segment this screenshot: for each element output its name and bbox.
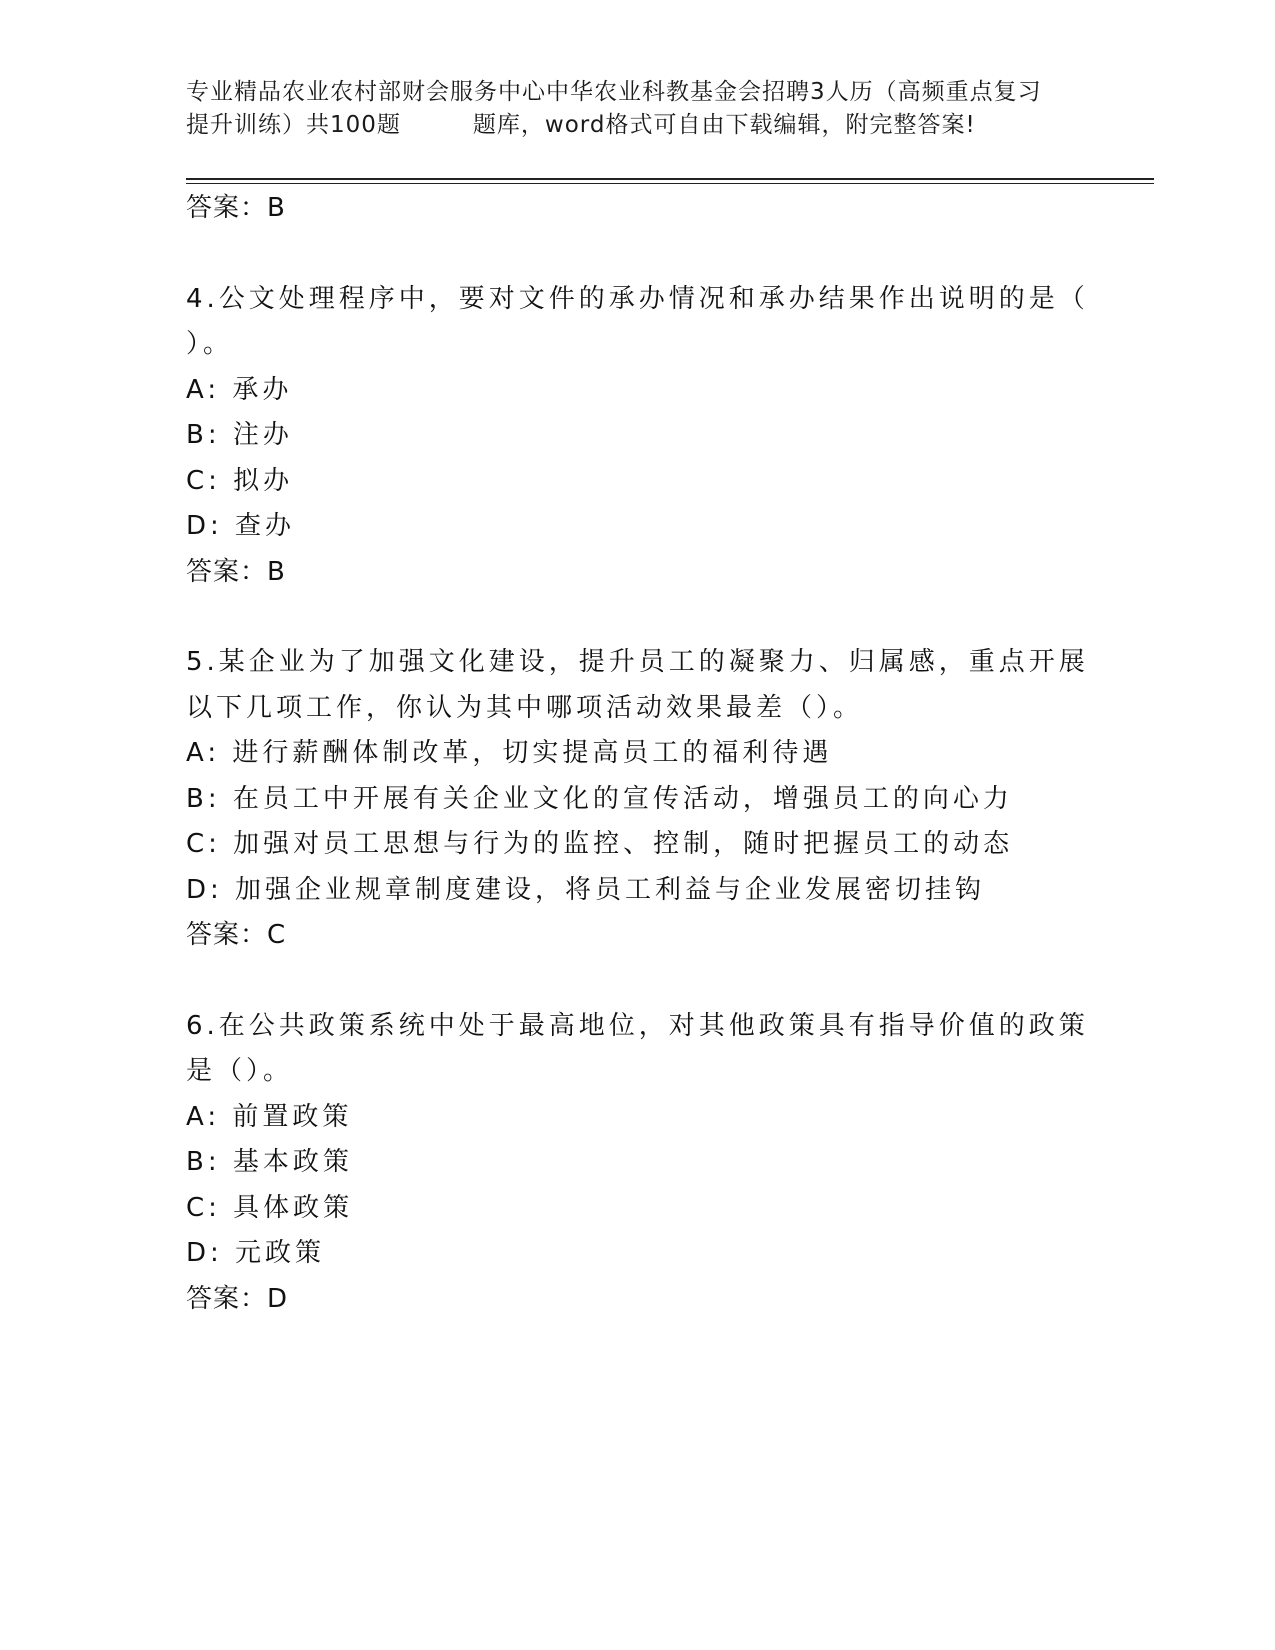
question-stem-line: 以下几项工作，你认为其中哪项活动效果最差（）。 xyxy=(186,692,864,723)
option-b: B: 在员工中开展有关企业文化的宣传活动，增强员工的向心力 xyxy=(186,783,1013,814)
option-d: D: 元政策 xyxy=(186,1238,326,1268)
document-body xyxy=(186,186,1089,1367)
question-stem-line: 5.某企业为了加强文化建设，提升员工的凝聚力、归属感，重点开展 xyxy=(186,647,1089,677)
header-rule-thin xyxy=(186,183,1154,184)
option-b: B: 注办 xyxy=(186,420,293,450)
option-a: A: 承办 xyxy=(186,374,293,405)
answer-line: 答案：B xyxy=(186,556,286,587)
option-a: A: 前置政策 xyxy=(186,1101,353,1132)
header-line-2-part-2: 题库，word格式可自由下载编辑，附完整答案! xyxy=(472,112,976,138)
header-rule-thick xyxy=(186,178,1154,180)
option-d: D: 加强企业规章制度建设，将员工利益与企业发展密切挂钩 xyxy=(186,874,986,905)
option-c: C: 具体政策 xyxy=(186,1192,354,1223)
question-6 xyxy=(186,1004,1089,1323)
page-header xyxy=(186,76,1116,142)
option-c: C: 拟办 xyxy=(186,465,294,496)
header-line-2 xyxy=(186,109,1116,142)
answer-line: 答案：C xyxy=(186,920,287,950)
header-line-2-part-1: 提升训练）共100题 xyxy=(186,112,401,138)
option-a: A: 进行薪酬体制改革，切实提高员工的福利待遇 xyxy=(186,738,833,768)
option-c: C: 加强对员工思想与行为的监控、控制，随时把握员工的动态 xyxy=(186,829,1014,859)
header-line-1: 专业精品农业农村部财会服务中心中华农业科教基金会招聘3人历（高频重点复习 xyxy=(186,79,1042,105)
question-stem-line: ）。 xyxy=(186,329,234,359)
question-stem-line: 4.公文处理程序中，要对文件的承办情况和承办结果作出说明的是（ xyxy=(186,283,1089,314)
question-stem-line: 是（）。 xyxy=(186,1056,294,1086)
answer-line: 答案：D xyxy=(186,1283,289,1314)
answer-line: 答案：B xyxy=(186,193,286,223)
option-d: D: 查办 xyxy=(186,511,296,541)
question-stem-line: 6.在公共政策系统中处于最高地位，对其他政策具有指导价值的政策 xyxy=(186,1010,1089,1041)
question-4 xyxy=(186,277,1089,596)
question-5 xyxy=(186,640,1089,959)
option-b: B: 基本政策 xyxy=(186,1147,353,1177)
